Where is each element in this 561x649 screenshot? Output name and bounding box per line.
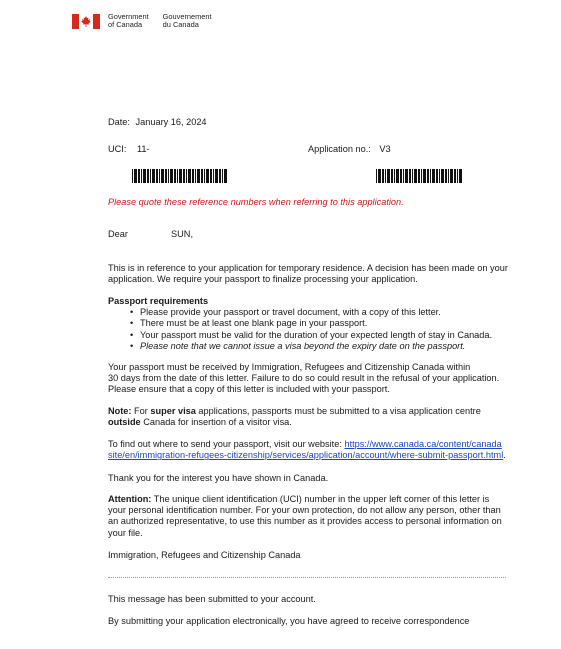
barcode-bar: [409, 169, 411, 183]
receipt-paragraph: [108, 362, 508, 396]
note-text: Canada for insertion of a visitor visa.: [143, 417, 292, 428]
requirement-item: • Please note that we cannot issue a visa beyond the expiry date on the passport.: [108, 341, 508, 352]
barcode-bar: [183, 169, 185, 183]
barcode-bar: [197, 169, 200, 183]
government-wordmark-fr: Gouvernement du Canada: [162, 12, 212, 29]
barcode-bar: [423, 169, 426, 183]
barcode-bar: [400, 169, 402, 183]
government-header: [72, 13, 212, 29]
receipt-line: Your passport must be received by Immigration, Refugees and Citizenship Canada within: [108, 362, 471, 372]
barcode-bar: [177, 169, 178, 183]
barcode-bar: [141, 169, 142, 183]
application-label: Application no.:: [308, 144, 371, 154]
barcode-bar: [204, 169, 205, 183]
barcode-bar: [418, 169, 420, 183]
uci-value: 11-: [136, 144, 150, 154]
website-text: To find out where to send your passport, visit our website:: [108, 439, 342, 449]
uci-barcode: [132, 169, 265, 183]
barcode-bar: [186, 169, 187, 183]
barcode-bar: [441, 169, 444, 183]
barcode-bar: [432, 169, 435, 183]
salutation: [108, 229, 508, 240]
barcode-bar: [219, 169, 221, 183]
barcode-bar: [165, 169, 167, 183]
barcode-bar: [430, 169, 431, 183]
barcode-bar: [391, 169, 393, 183]
note-outside: outside: [108, 417, 141, 428]
barcode-bar: [439, 169, 440, 183]
barcode-bar: [161, 169, 164, 183]
requirements-heading: Passport requirements: [108, 296, 209, 306]
intro-paragraph: This is in reference to your application for temporary residence. A decision has been made on your application. We require your passport to finalize processing your application.: [108, 263, 508, 285]
barcode-bar: [213, 169, 214, 183]
attention-label: Attention:: [108, 494, 152, 504]
barcode-bar: [201, 169, 203, 183]
barcode-bar: [152, 169, 155, 183]
barcode-bar: [412, 169, 413, 183]
note-super-visa: super visa: [150, 406, 196, 416]
website-paragraph: To find out where to send your passport, visit our website: https://www.canada.ca/content/canada site/en/immigration-refugees-citizenship/services/application/account/where-submit-passport.html.: [108, 439, 506, 461]
salutation-name: SUN,: [171, 229, 193, 239]
barcode-bar: [450, 169, 453, 183]
requirement-item: • Your passport must be valid for the duration of your expected length of stay in Canada.: [108, 330, 508, 341]
requirement-item: • Please provide your passport or travel document, with a copy of this letter.: [108, 307, 508, 318]
note-text: For: [134, 406, 148, 416]
barcode-bar: [387, 169, 390, 183]
barcode-bar: [143, 169, 146, 183]
reference-notice: Please quote these reference numbers when referring to this application.: [108, 197, 404, 207]
barcode-bar: [445, 169, 447, 183]
barcode-bar: [168, 169, 169, 183]
barcode-bar: [457, 169, 458, 183]
barcode-bar: [159, 169, 160, 183]
date-value: January 16, 2024: [135, 117, 207, 127]
passport-requirements: [108, 296, 508, 352]
barcode-bar: [179, 169, 182, 183]
consent-notice: By submitting your application electronically, you have agreed to receive correspondence: [108, 616, 470, 626]
super-visa-note: [108, 406, 508, 428]
barcode-bar: [385, 169, 386, 183]
submitted-notice: This message has been submitted to your account.: [108, 594, 316, 604]
receipt-line: Please ensure that a copy of this letter is included with your passport.: [108, 384, 390, 395]
barcode-bar: [147, 169, 149, 183]
barcode-bar: [436, 169, 438, 183]
barcode-bar: [414, 169, 417, 183]
barcode-bar: [454, 169, 456, 183]
barcode-bar: [459, 169, 462, 183]
barcode-bar: [405, 169, 408, 183]
thanks-line: Thank you for the interest you have shown in Canada.: [108, 473, 329, 483]
uci-label: UCI:: [108, 144, 127, 154]
barcode-bar: [156, 169, 158, 183]
receipt-line: 30 days from the date of this letter. Failure to do so could result in the refusal of your application.: [108, 373, 500, 384]
where-submit-passport-link[interactable]: https://www.canada.ca/content/canada site/en/immigration-refugees-citizenship/services/application/account/where-submit-passport.html: [108, 439, 504, 461]
barcode-bar: [174, 169, 176, 183]
barcode-bar: [222, 169, 223, 183]
uci-line: [108, 144, 150, 154]
barcode-bar: [427, 169, 429, 183]
barcode-bar: [138, 169, 140, 183]
government-wordmark-en: Government of Canada: [108, 12, 149, 29]
salutation-prefix: Dear: [108, 229, 128, 239]
barcode-bar: [170, 169, 173, 183]
barcode-bar: [192, 169, 194, 183]
requirement-item: • There must be at least one blank page in your passport.: [108, 318, 508, 329]
signature: Immigration, Refugees and Citizenship Canada: [108, 550, 301, 560]
barcode-bar: [378, 169, 381, 183]
application-value: V3: [379, 144, 391, 154]
barcode-bar: [188, 169, 191, 183]
requirements-list: [108, 307, 508, 352]
barcode-bar: [150, 169, 151, 183]
barcode-bar: [210, 169, 212, 183]
canada-flag-icon: [72, 14, 100, 29]
barcode-bar: [448, 169, 449, 183]
application-barcode: [376, 169, 493, 183]
barcode-bar: [134, 169, 137, 183]
date-label: Date:: [108, 117, 130, 127]
barcode-bar: [394, 169, 395, 183]
barcode-bar: [224, 169, 227, 183]
barcode-bar: [195, 169, 196, 183]
attention-text: The unique client identification (UCI) number in the upper left corner of this letter is your personal identification number. For your own protection, do not allow any person, other than an authorized representative, to use this number as it provides access to personal information on your file.: [108, 494, 502, 538]
barcode-bar: [421, 169, 422, 183]
date-line: [108, 117, 207, 127]
barcode-bar: [403, 169, 404, 183]
barcode-bar: [206, 169, 209, 183]
barcode-bar: [382, 169, 384, 183]
application-number-line: [308, 144, 391, 154]
note-text: applications, passports must be submitted to a visa application centre: [198, 406, 481, 416]
barcode-bar: [396, 169, 399, 183]
barcode-bar: [132, 169, 133, 183]
attention-paragraph: [108, 494, 508, 539]
barcode-bar: [376, 169, 377, 183]
dotted-divider: [108, 577, 506, 578]
note-label: Note:: [108, 406, 132, 416]
barcode-bar: [215, 169, 218, 183]
